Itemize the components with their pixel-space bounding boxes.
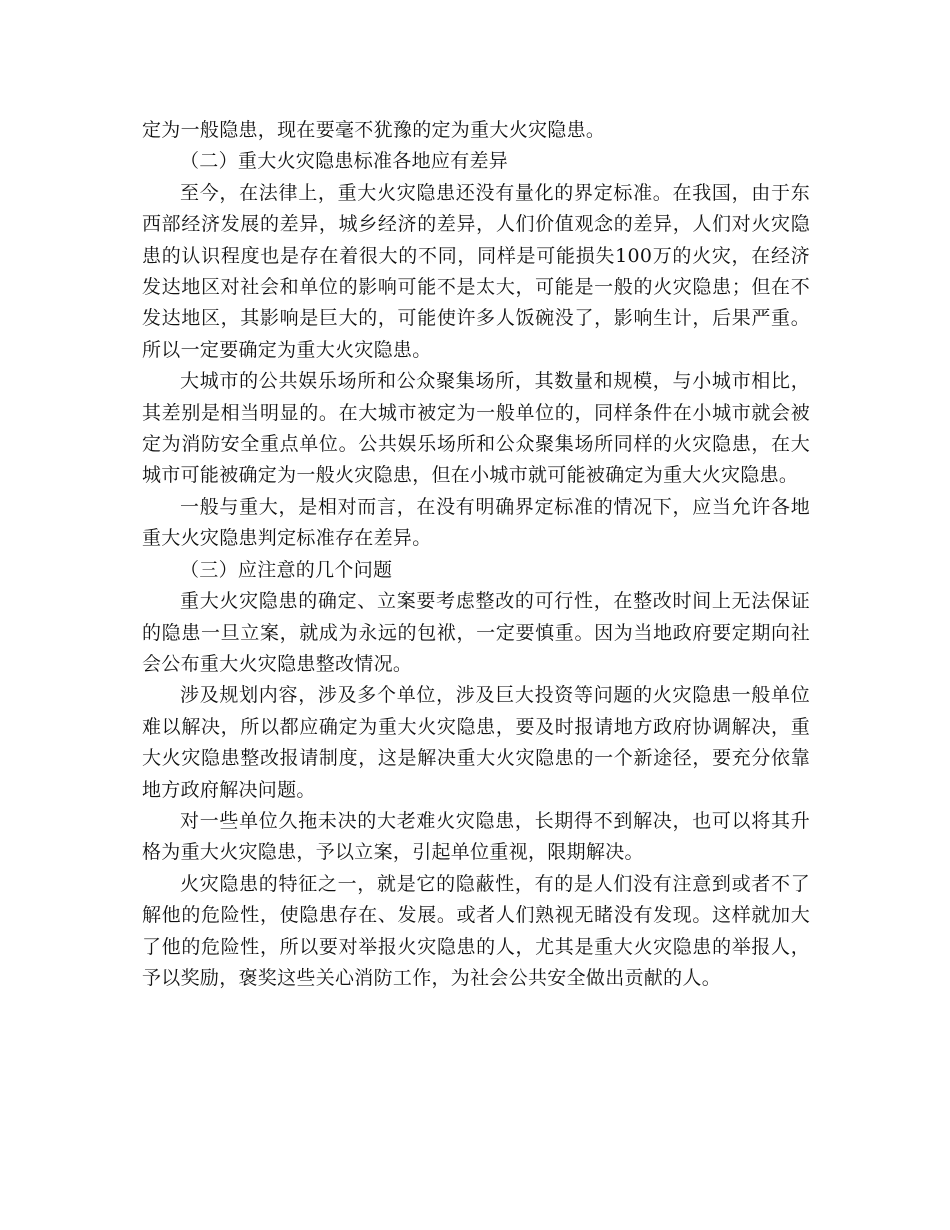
document-body xyxy=(142,115,810,994)
paragraph: 重大火灾隐患的确定、立案要考虑整改的可行性，在整改时间上无法保证的隐患一旦立案，就成为永远的包袱，一定要慎重。因为当地政府要定期向社会公布重大火灾隐患整改情况。 xyxy=(142,590,810,675)
section-heading-2: （二）重大火灾隐患标准各地应有差异 xyxy=(180,150,509,173)
paragraph-continued: 定为一般隐患，现在要毫不犹豫的定为重大火灾隐患。 xyxy=(142,119,606,141)
paragraph: 大城市的公共娱乐场所和公众聚集场所，其数量和规模，与小城市相比，其差别是相当明显的。在大城市被定为一般单位的，同样条件在小城市就会被定为消防安全重点单位。公共娱乐场所和公众聚集场所同样的火灾隐患，在大城市可能被确定为一般火灾隐患，但在小城市就可能被确定为重大火灾隐患。 xyxy=(142,370,810,487)
paragraph: 对一些单位久拖未决的大老难火灾隐患，长期得不到解决，也可以将其升格为重大火灾隐患，予以立案，引起单位重视，限期解决。 xyxy=(142,809,810,864)
paragraph: 至今，在法律上，重大火灾隐患还没有量化的界定标准。在我国，由于东西部经济发展的差异，城乡经济的差异，人们价值观念的差异，人们对火灾隐患的认识程度也是存在着很大的不同，同样是可能损失100万的火灾，在经济发达地区对社会和单位的影响可能不是太大，可能是一般的火灾隐患；但在不发达地区，其影响是巨大的，可能使许多人饭碗没了，影响生计，后果严重。所以一定要确定为重大火灾隐患。 xyxy=(142,181,810,361)
section-heading-3: （三）应注意的几个问题 xyxy=(180,558,393,581)
paragraph: 火灾隐患的特征之一，就是它的隐蔽性，有的是人们没有注意到或者不了解他的危险性，使隐患存在、发展。或者人们熟视无睹没有发现。这样就加大了他的危险性，所以要对举报火灾隐患的人，尤其是重大火灾隐患的举报人，予以奖励，褒奖这些关心消防工作，为社会公共安全做出贡献的人。 xyxy=(142,872,810,989)
paragraph: 涉及规划内容，涉及多个单位，涉及巨大投资等问题的火灾隐患一般单位难以解决，所以都应确定为重大火灾隐患，要及时报请地方政府协调解决，重大火灾隐患整改报请制度，这是解决重大火灾隐患的一个新途径，要充分依靠地方政府解决问题。 xyxy=(142,684,810,801)
paragraph: 一般与重大，是相对而言，在没有明确界定标准的情况下，应当允许各地重大火灾隐患判定标准存在差异。 xyxy=(142,495,810,550)
